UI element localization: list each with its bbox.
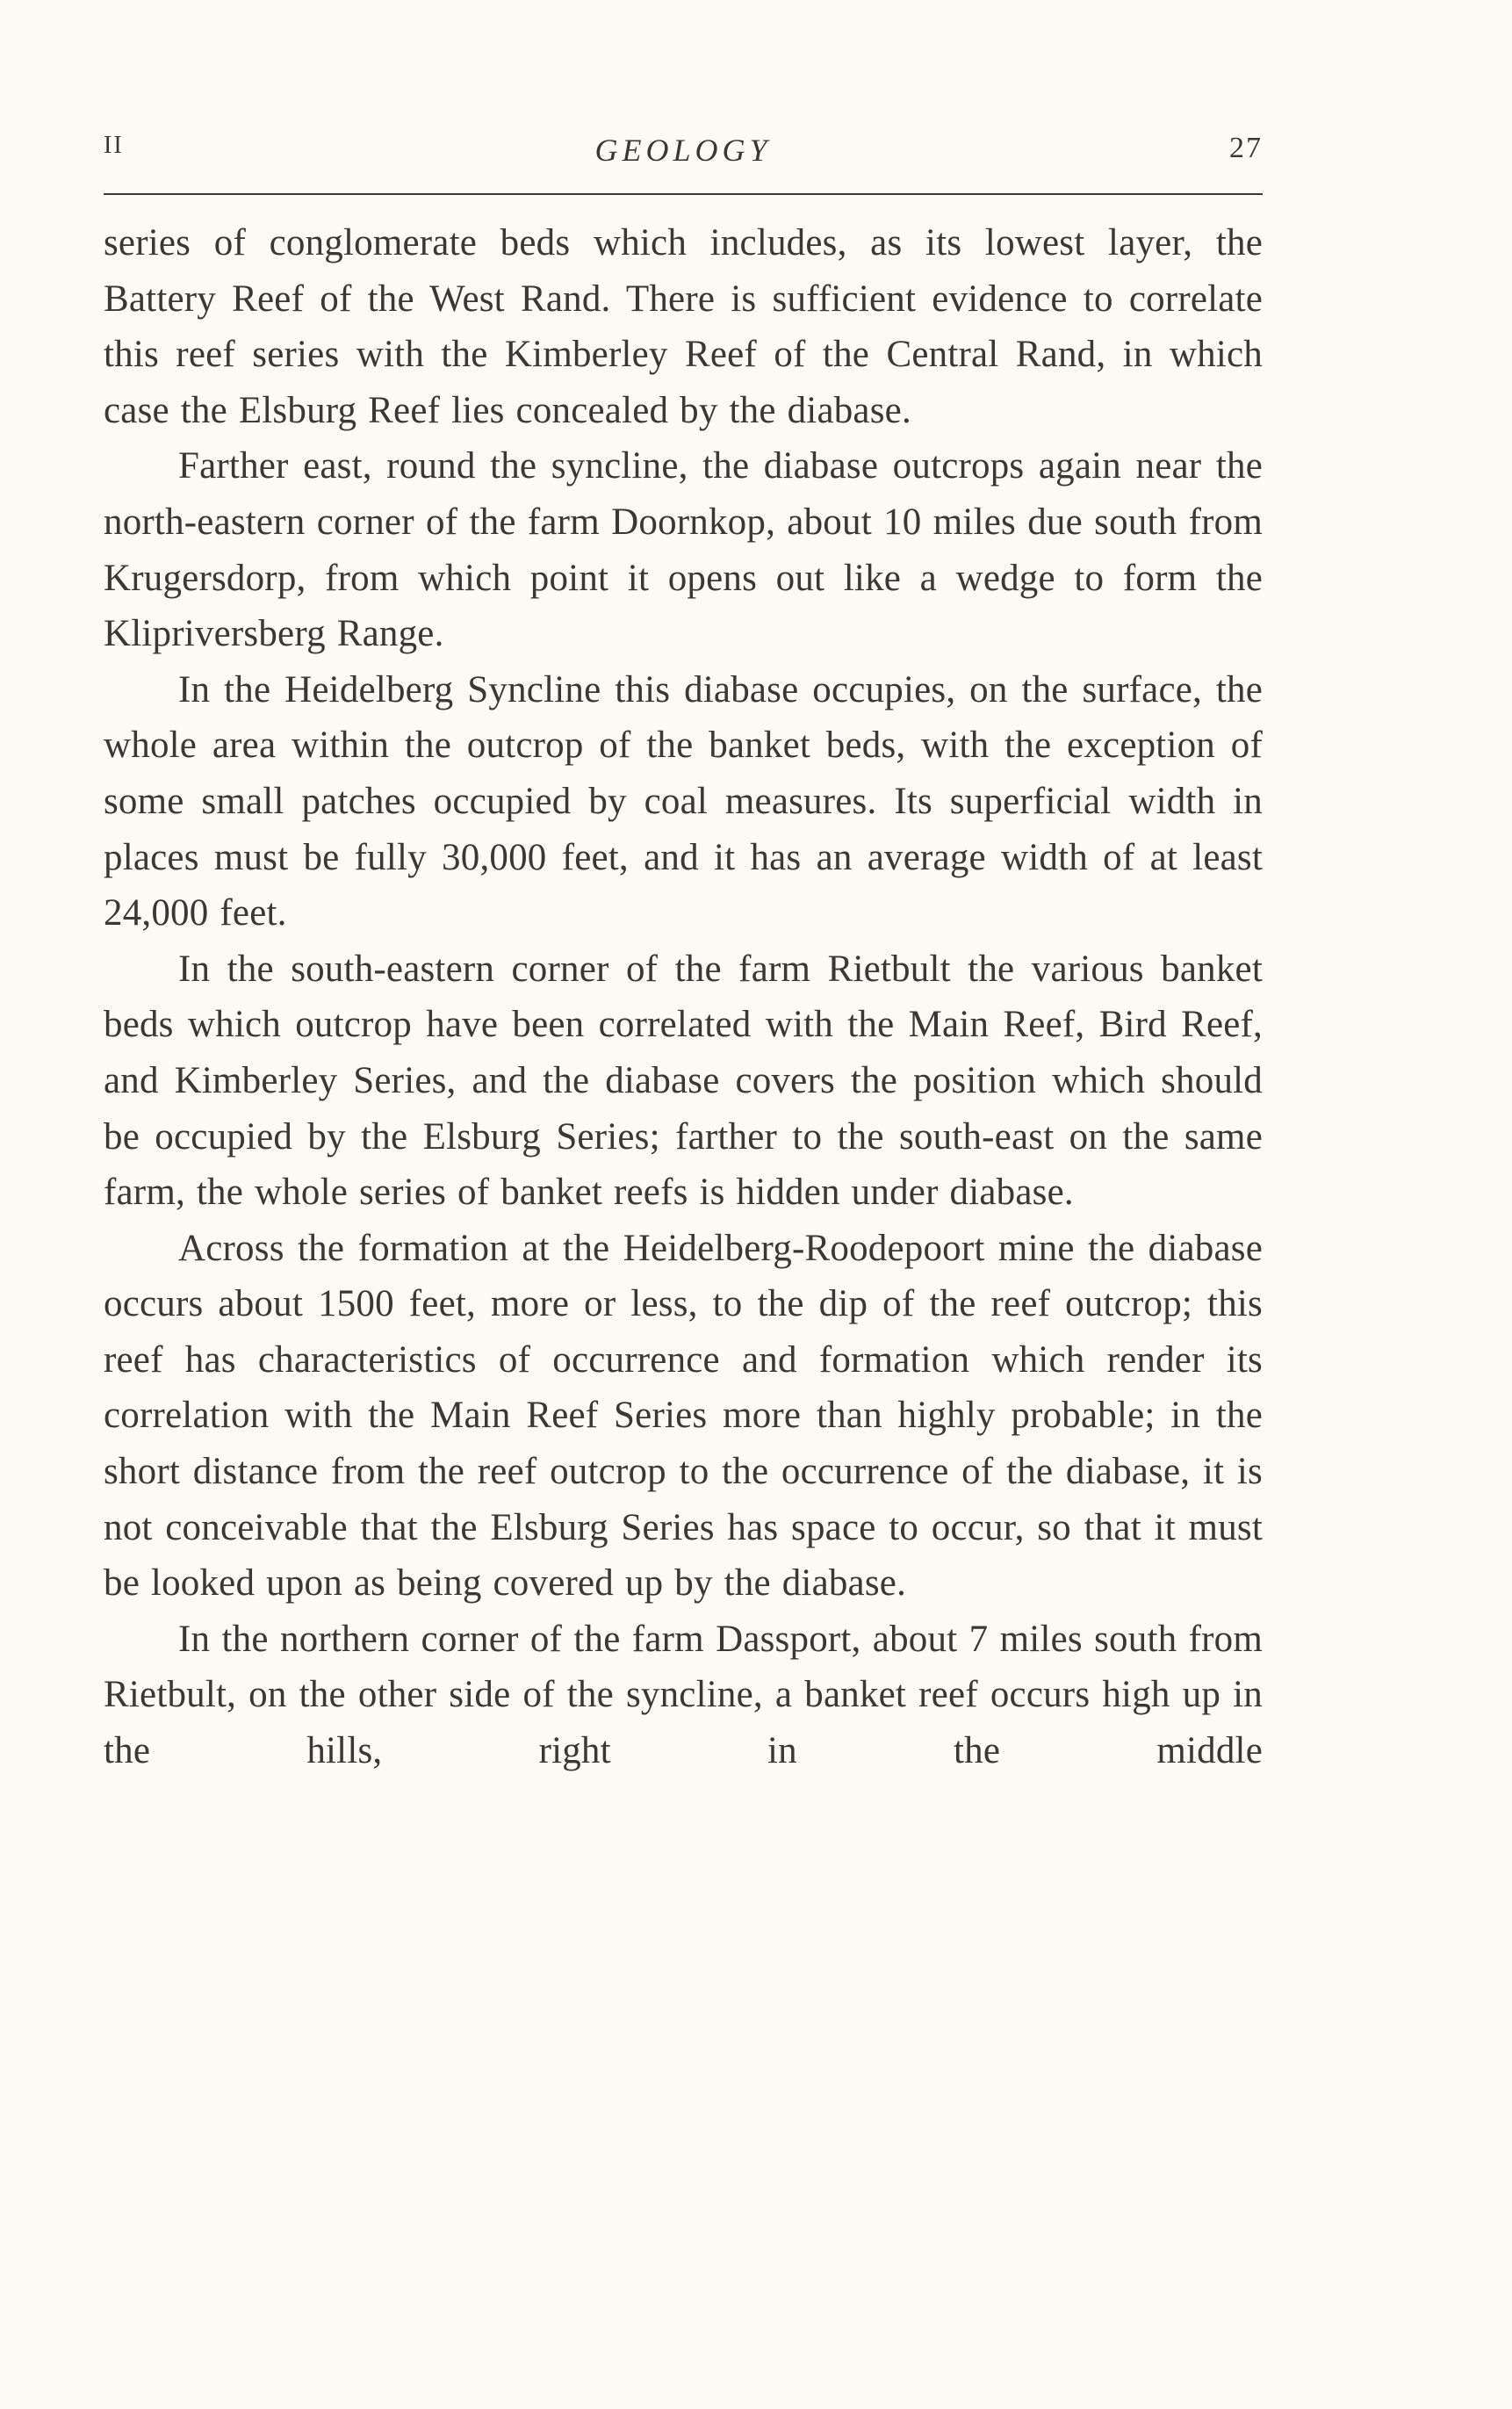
running-title: GEOLOGY — [594, 133, 772, 168]
paragraph: Across the formation at the Heidelberg-Roodepoort mine the diabase occurs about 1500 feet, more or less, to the dip of the reef outcrop; this reef has characteristics of occurrence and formation which render its correlation with the Main Reef Series more than highly probable; in the short distance from the reef outcrop to the occurrence of the diabase, it is not conceivable that the Elsburg Series has space to occur, so that it must be looked upon as being covered up by the diabase. — [104, 1227, 1263, 1605]
header-rule — [104, 193, 1263, 195]
paragraph: In the south-eastern corner of the farm Rietbult the various banket beds which outcrop have been correlated with the Main Reef, Bird Reef, and Kimberley Series, and the diabase covers the position which should be occupied by the Elsburg Series; farther to the south-east on the same farm, the whole series of banket reefs is hidden under diabase. — [104, 948, 1263, 1214]
paragraph-continued: series of conglomerate beds which includes, as its lowest layer, the Battery Reef of the West Rand. There is sufficient evidence to correlate this reef series with the Kimberley Reef of the Central Rand, in which case the Elsburg Reef lies concealed by the diabase. — [104, 222, 1263, 431]
paragraph: Farther east, round the syncline, the diabase outcrops again near the north-eastern corner of the farm Doornkop, about 10 miles due south from Krugersdorp, from which point it opens out like a wedge to form the Klipriversberg Range. — [104, 445, 1263, 655]
paragraph: In the northern corner of the farm Dassport, about 7 miles south from Rietbult, on the other side of the syncline, a banket reef occurs high up in the hills, right in the middle — [104, 1618, 1263, 1772]
paragraph: In the Heidelberg Syncline this diabase occupies, on the surface, the whole area within the outcrop of the banket beds, with the exception of some small patches occupied by coal measures. Its superficial width in places must be fully 30,000 feet, and it has an average width of at least 24,000 feet. — [104, 668, 1263, 934]
body-text — [104, 215, 1263, 1779]
page-number: 27 — [1229, 132, 1263, 164]
chapter-number: II — [104, 132, 124, 159]
running-head — [104, 132, 1263, 176]
